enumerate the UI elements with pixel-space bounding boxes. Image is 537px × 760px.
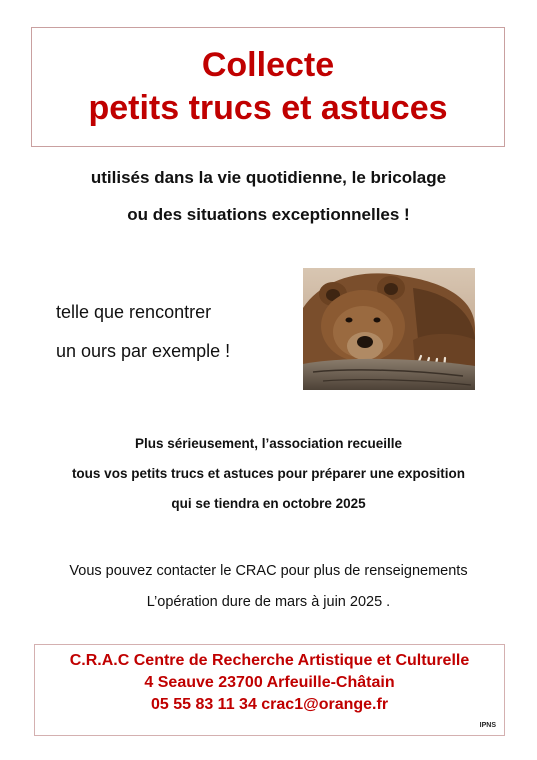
exhibition-line-2: tous vos petits trucs et astuces pour préparer une exposition — [71, 466, 466, 481]
contact-box — [34, 644, 505, 736]
subtitle-line-1: utilisés dans la vie quotidienne, le bricolage — [90, 168, 447, 187]
bear-photo — [303, 268, 475, 390]
title-line-1: Collecte — [201, 46, 335, 84]
title-box — [31, 27, 505, 147]
info-line-2: L’opération dure de mars à juin 2025 . — [146, 594, 391, 610]
exhibition-line-1: Plus sérieusement, l’association recueille — [134, 436, 403, 451]
bear-text-line-1: telle que rencontrer — [56, 302, 212, 322]
ipns-tag: IPNS — [479, 722, 496, 729]
info-line-1: Vous pouvez contacter le CRAC pour plus de renseignements — [69, 563, 468, 579]
subtitle-line-2: ou des situations exceptionnelles ! — [127, 205, 410, 224]
title-line-2: petits trucs et astuces — [88, 89, 448, 127]
contact-organisation: C.R.A.C Centre de Recherche Artistique et Culturelle — [69, 652, 470, 669]
exhibition-line-3: qui se tiendra en octobre 2025 — [171, 496, 366, 511]
contact-address: 4 Seauve 23700 Arfeuille-Châtain — [144, 674, 395, 691]
bear-photo-icon — [303, 268, 475, 390]
bear-text-line-2: un ours par exemple ! — [56, 341, 231, 361]
contact-phone-email[interactable]: 05 55 83 11 34 crac1@orange.fr — [150, 696, 389, 713]
